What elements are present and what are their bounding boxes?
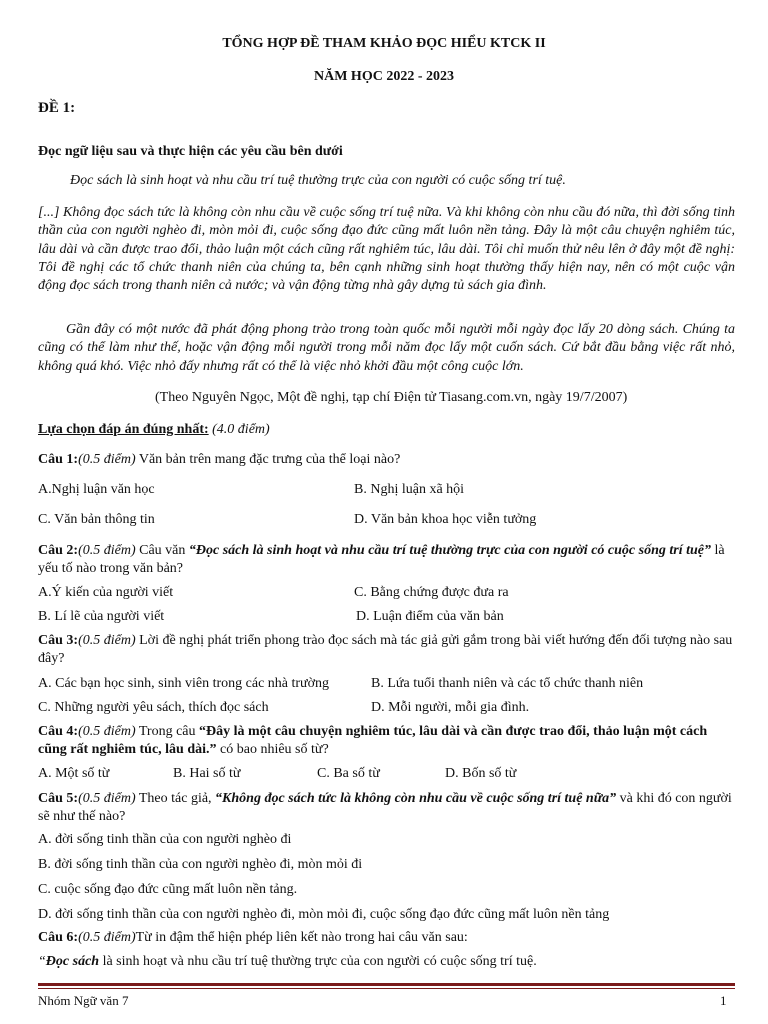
q3-option-a: A. Các bạn học sinh, sinh viên trong các nhà trường [38, 676, 330, 691]
question-5-label: Câu 5: [38, 791, 79, 806]
passage-paragraph-1: [...] Không đọc sách tức là không còn nhu cầu về cuộc sống trí tuệ nữa. Và khi không còn nhu cầu đó nữa, thì đời sống tinh thần của con người nghèo đi, mòn mỏi đi, cuộc sống đạo đức cũng mất luôn nền tảng. Đây là một câu chuyện nghiêm túc, lâu dài và cần được trao đổi, thảo luận một cách cũng rất nghiêm túc, lâu dài. Tôi chỉ muốn thử nêu lên ở đây một đề nghị: Tôi đề nghị các tổ chức thanh niên của chúng ta, bên cạnh những sinh hoạt thường thấy hiện nay, nên có một cuộc vận động đọc sách trong thanh niên cả nước; và vận động từng nhà gây dựng tủ sách gia đình. [38, 205, 735, 294]
exam-label: ĐỀ 1: [38, 100, 76, 116]
question-3-label: Câu 3: [38, 633, 79, 648]
question-1-points: (0.5 điểm) [78, 452, 136, 467]
footer-group-name: Nhóm Ngữ văn 7 [38, 993, 129, 1008]
q1-option-d: D. Văn bản khoa học viễn tưởng [354, 512, 537, 527]
q6-quote [38, 953, 537, 970]
q5-option-d: D. đời sống tinh thần của con người nghèo đi, mòn mỏi đi, cuộc sống đạo đức cũng mất luôn nền tảng [38, 907, 610, 922]
q2-option-b: B. Lí lẽ của người viết [38, 609, 165, 624]
q5-option-a: A. đời sống tinh thần của con người nghèo đi [38, 832, 292, 847]
question-5-points: (0.5 điểm) [78, 791, 136, 806]
section-points: (4.0 điểm) [212, 422, 270, 437]
question-3-text: Lời đề nghị phát triển phong trào đọc sách mà tác giả gửi gắm trong bài viết hướng đến đối tượng nào sau đây? [38, 633, 733, 666]
q6-quote-bold: Đọc sách [45, 954, 100, 969]
question-6-points: (0.5 điểm) [78, 930, 136, 945]
question-3 [38, 632, 735, 668]
question-1 [38, 451, 400, 468]
question-2-points: (0.5 điểm) [78, 543, 136, 558]
question-4-pre: Trong câu [135, 724, 200, 739]
question-6-text: Từ in đậm thể hiện phép liên kết nào trong hai câu văn sau: [135, 930, 468, 945]
q1-option-a: A.Nghị luận văn học [38, 482, 155, 497]
question-3-points: (0.5 điểm) [78, 633, 136, 648]
passage-epigraph: Đọc sách là sinh hoạt và nhu cầu trí tuệ thường trực của con người có cuộc sống trí tuệ. [70, 173, 566, 188]
school-year: NĂM HỌC 2022 - 2023 [314, 69, 454, 84]
q4-option-b: B. Hai số từ [173, 766, 241, 781]
question-2 [38, 542, 735, 578]
question-5-post: và khi đó con người sẽ như thế nào? [38, 791, 732, 824]
question-4 [38, 723, 735, 759]
question-4-post: có bao nhiêu số từ? [216, 742, 329, 757]
question-4-quote: “Đây là một câu chuyện nghiêm túc, lâu dài và cần được trao đổi, thảo luận một cách cũng rất nghiêm túc, lâu dài.” [38, 724, 708, 757]
q1-option-c: C. Văn bản thông tin [38, 512, 155, 527]
q5-option-c: C. cuộc sống đạo đức cũng mất luôn nền tảng. [38, 882, 298, 897]
question-4-label: Câu 4: [38, 724, 79, 739]
passage-paragraph-2: Gần đây có một nước đã phát động phong trào trong toàn quốc mỗi người mỗi ngày đọc lấy 20 dòng sách. Chúng ta cũng có thể làm như thế, hoặc vận động mỗi người trong mỗi năm đọc lấy một cuốn sách. Cứ bắt đầu bằng việc rất nhỏ, không quá khó. Việc nhỏ đấy nhưng rất có thể là việc nhỏ khởi đầu một công cuộc lớn. [38, 322, 735, 374]
question-2-pre: Câu văn [135, 543, 189, 558]
question-6-label: Câu 6: [38, 930, 79, 945]
q5-option-b: B. đời sống tinh thần của con người nghèo đi, mòn mỏi đi [38, 857, 363, 872]
exam-instruction: Đọc ngữ liệu sau và thực hiện các yêu cầu bên dưới [38, 144, 343, 159]
q2-option-a: A.Ý kiến của người viết [38, 585, 174, 600]
question-4-points: (0.5 điểm) [78, 724, 136, 739]
question-1-text: Văn bản trên mang đặc trưng của thể loại nào? [135, 452, 401, 467]
q6-quote-rest: là sinh hoạt và nhu cầu trí tuệ thường trực của con người có cuộc sống trí tuệ. [99, 954, 537, 969]
question-2-quote: “Đọc sách là sinh hoạt và nhu cầu trí tuệ thường trực của con người có cuộc sống trí tuệ” [188, 543, 711, 558]
q1-option-b: B. Nghị luận xã hội [354, 482, 465, 497]
q2-option-d: D. Luận điểm của văn bản [356, 609, 504, 624]
q3-option-c: C. Những người yêu sách, thích đọc sách [38, 700, 269, 715]
footer-rule [38, 983, 735, 986]
q6-quote-open: “ [38, 954, 46, 969]
section-heading [38, 421, 270, 438]
question-5-pre: Theo tác giả, [135, 791, 216, 806]
question-2-post: là yếu tố nào trong văn bản? [38, 543, 725, 576]
section-heading-label: Lựa chọn đáp án đúng nhất: [38, 422, 209, 437]
q4-option-a: A. Một số từ [38, 766, 110, 781]
question-5 [38, 790, 735, 826]
passage-source: (Theo Nguyên Ngọc, Một đề nghị, tạp chí Điện tử Tiasang.com.vn, ngày 19/7/2007) [155, 390, 628, 405]
question-5-quote: “Không đọc sách tức là không còn nhu cầu về cuộc sống trí tuệ nữa” [215, 791, 617, 806]
document-title: TỔNG HỢP ĐỀ THAM KHẢO ĐỌC HIỂU KTCK II [222, 36, 546, 51]
q3-option-d: D. Mỗi người, mỗi gia đình. [371, 700, 530, 715]
page-number: 1 [720, 993, 727, 1008]
q4-option-d: D. Bốn số từ [445, 766, 517, 781]
q4-option-c: C. Ba số từ [317, 766, 380, 781]
question-6 [38, 929, 468, 946]
q2-option-c: C. Bằng chứng được đưa ra [354, 585, 509, 600]
footer-rule-thin [38, 988, 735, 989]
question-1-label: Câu 1: [38, 452, 79, 467]
question-2-label: Câu 2: [38, 543, 79, 558]
q3-option-b: B. Lứa tuổi thanh niên và các tổ chức thanh niên [371, 676, 644, 691]
